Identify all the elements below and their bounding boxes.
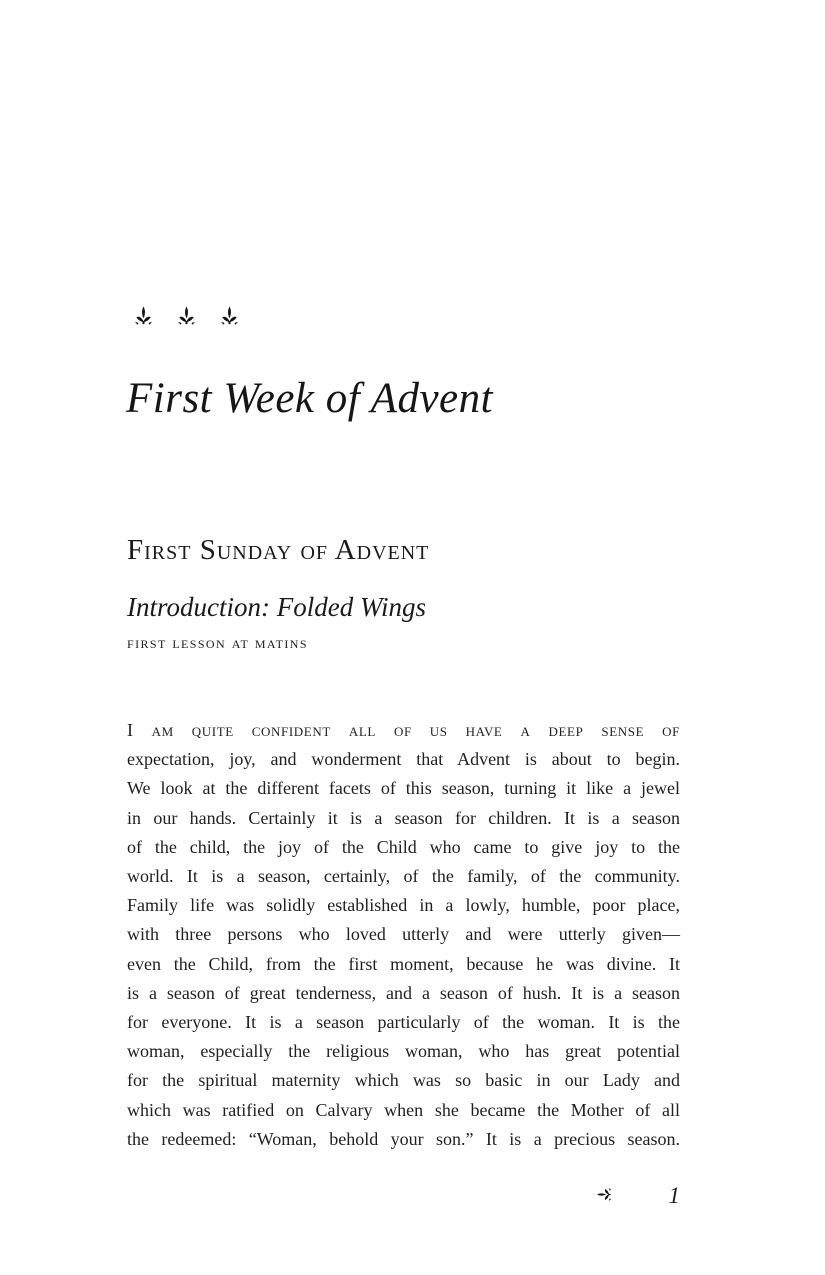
body-line: I am quite confident all of us have a deep sense of: [127, 720, 680, 740]
body-line: which was ratified on Calvary when she became the Mother of all: [127, 1099, 680, 1120]
body-line: is a season of great tenderness, and a season of hush. It is a season: [127, 982, 680, 1003]
body-line: world. It is a season, certainly, of the family, of the community.: [127, 866, 680, 887]
body-line: expectation, joy, and wonderment that Advent is about to begin.: [127, 749, 680, 770]
section-rubric: first lesson at matins: [127, 633, 308, 652]
fleuron-icon: [135, 306, 152, 329]
chapter-title: First Week of Advent: [126, 375, 494, 422]
body-line: in our hands. Certainly it is a season for children. It is a season: [127, 807, 680, 828]
section-subheading: Introduction: Folded Wings: [127, 592, 426, 622]
ornament-row: [135, 306, 238, 329]
body-paragraph: [127, 716, 680, 1154]
page-footer: [127, 1183, 680, 1213]
body-line: for the spiritual maternity which was so basic in our Lady and: [127, 1070, 680, 1091]
body-line: with three persons who loved utterly and were utterly given—: [127, 924, 680, 945]
fleuron-icon: [178, 306, 195, 329]
section-heading: First Sunday of Advent: [127, 534, 430, 566]
body-line: We look at the different facets of this season, turning it like a jewel: [127, 778, 680, 799]
page-number: 1: [668, 1183, 680, 1208]
body-line: Family life was solidly established in a lowly, humble, poor place,: [127, 895, 680, 916]
body-line: of the child, the joy of the Child who came to give joy to the: [127, 836, 680, 857]
fleuron-icon: [221, 306, 238, 329]
body-line: for everyone. It is a season particularly of the woman. It is the: [127, 1012, 680, 1033]
body-line: the redeemed: “Woman, behold your son.” It is a precious season.: [127, 1128, 680, 1149]
body-line: woman, especially the religious woman, who has great potential: [127, 1041, 680, 1062]
fleuron-icon: [597, 1183, 614, 1206]
body-line: even the Child, from the first moment, because he was divine. It: [127, 953, 680, 974]
